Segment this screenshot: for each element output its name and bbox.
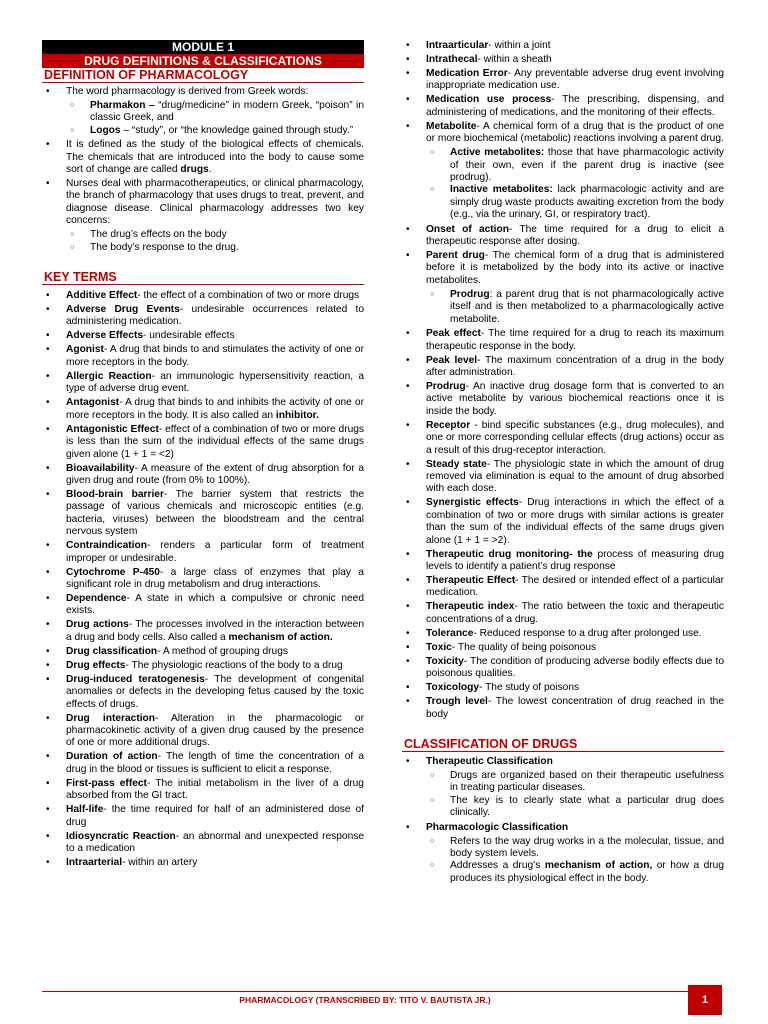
item-term: Antagonistic Effect xyxy=(66,423,159,435)
sub-list-item xyxy=(42,100,364,125)
item-text: - The quality of being poisonous xyxy=(451,641,597,653)
item-term: Dependence xyxy=(66,592,127,604)
item-term: Adverse Drug Events xyxy=(66,304,180,316)
item-term: Toxicology xyxy=(426,682,480,694)
item-text: – “study”, or “the knowledge gained through study.” xyxy=(120,124,354,136)
item-term: Contraindication xyxy=(66,540,147,552)
item-term: Trough level xyxy=(426,696,488,708)
item-text: lack pharmacologic activity and are simply drug waste products awaiting excretion from the body (e.g., via the urinary, GI, or respiratory tract). xyxy=(450,184,724,221)
item-text: - the time required for half of an administered dose of drug xyxy=(66,804,364,828)
item-text: - A chemical form of a drug that is the product of one or more biochemical (metabolic) reactions involving a parent drug. xyxy=(426,120,724,145)
item-text: - within a joint xyxy=(488,40,551,51)
item-text: - an immunologic hypersensitivity reaction, a type of adverse drug event. xyxy=(66,370,364,395)
item-text: - Any preventable adverse drug event involving inappropriate medication use. xyxy=(426,68,724,92)
item-text: “drug/medicine” in modern Greek, “poison” in classic Greek, and xyxy=(90,100,364,124)
item-term: mechanism of action, xyxy=(544,860,653,872)
item-text: - the effect of a combination of two or more drugs xyxy=(137,290,360,302)
item-term: Bioavailability xyxy=(66,462,135,474)
section-title-definition: DEFINITION OF PHARMACOLOGY xyxy=(42,68,364,83)
item-text: - An inactive drug dosage form that is converted to an active metabolite by various biochemical reactions once it is inside the body. xyxy=(426,380,724,417)
item-text: - The processes involved in the interaction between a drug and body cells. Also called a xyxy=(66,619,364,643)
item-text: It is defined as the study of the biological effects of chemicals. The chemicals that are introduced into the body to cause some sort of change are called xyxy=(66,139,364,176)
page-number: 1 xyxy=(688,985,722,1015)
item-text: - The time required for a drug to reach its maximum therapeutic response in the body. xyxy=(426,328,724,352)
item-text: - effect of a combination of two or more drugs is less than the sum of the individual effects of the same drugs given alone (1 + 1 = <2) xyxy=(66,423,365,460)
item-text: - The chemical form of a drug that is administered before it is metabolized by the body into its active or inactive metabolites. xyxy=(426,250,724,286)
key-term-item xyxy=(42,857,364,869)
item-text: - renders a particular form of treatment improper or undesirable. xyxy=(66,540,364,564)
key-term-item xyxy=(402,250,724,287)
item-text: - The length of time the concentration of a drug in the blood or tissues is sufficient to elicit a response. xyxy=(66,751,365,775)
item-term: inhibitor. xyxy=(275,409,319,421)
key-term-item xyxy=(42,619,364,644)
key-term-item xyxy=(42,713,364,750)
key-term-item xyxy=(402,420,724,457)
item-term: Intraarterial xyxy=(66,857,123,868)
key-term-item xyxy=(402,642,724,654)
item-text: - A state in which a compulsive or chronic need exists. xyxy=(66,592,364,617)
key-terms-list-right xyxy=(402,40,724,721)
item-term: Medication use process xyxy=(426,94,552,106)
item-term: Drug actions xyxy=(66,619,129,631)
item-term: Parent drug xyxy=(426,250,485,262)
key-term-item xyxy=(42,290,364,302)
item-text: - Reduced response to a drug after prolonged use. xyxy=(473,627,702,639)
item-text: - The condition of producing adverse bodily effects due to poisonous qualities. xyxy=(426,655,724,680)
item-text: - A method of grouping drugs xyxy=(157,645,288,657)
section-title-key-terms: KEY TERMS xyxy=(42,270,364,285)
item-term: Medication Error xyxy=(426,68,508,79)
item-term: Drug classification xyxy=(66,645,158,657)
key-term-item xyxy=(402,94,724,119)
item-text: - undesirable effects xyxy=(143,330,235,342)
key-term-item xyxy=(42,646,364,658)
item-text: - bind specific substances (e.g., drug molecules), and one or more corresponding cellular effects (drug actions) occur as a result of this drug-receptor interaction. xyxy=(426,419,724,456)
item-text: - The prescribing, dispensing, and administering of medications, and the monitoring of their effects. xyxy=(426,94,724,118)
sub-list-item xyxy=(402,147,724,184)
key-term-item xyxy=(402,328,724,353)
item-text: - A drug that binds to and stimulates the activity of one or more receptors in the body. xyxy=(66,344,364,368)
item-term: Toxicity xyxy=(426,655,464,667)
item-term: Idiosyncratic Reaction xyxy=(66,830,176,842)
item-text: . xyxy=(208,164,212,176)
sub-list-item: ○ The key is to clearly state what a particular drug does clinically. xyxy=(402,795,724,820)
item-term: First-pass effect xyxy=(66,777,147,789)
key-term-item xyxy=(402,459,724,496)
key-term-item xyxy=(42,397,364,422)
right-column xyxy=(402,40,724,885)
key-term-item xyxy=(402,381,724,418)
key-term-item xyxy=(402,497,724,547)
item-text: - The maximum concentration of a drug in the body after administration. xyxy=(426,354,724,378)
item-term: Toxic xyxy=(426,641,452,653)
item-text: those that have pharmacologic activity of their own, even if the parent drug is inactive (see prodrug). xyxy=(450,147,725,184)
key-term-item xyxy=(42,424,364,461)
key-term-item xyxy=(42,831,364,856)
item-term: Additive Effect xyxy=(66,290,138,302)
item-term: Prodrug xyxy=(426,380,466,392)
item-term: Onset of action xyxy=(426,223,509,235)
list-item xyxy=(42,178,364,228)
key-term-item xyxy=(402,68,724,93)
item-text: - The physiologic state in which the amount of drug removed via elimination is equal to the amount of drug absorbed with each dose. xyxy=(426,458,724,495)
item-term: mechanism of action. xyxy=(228,631,333,643)
list-item xyxy=(42,139,364,176)
item-text: - a large class of enzymes that play a significant role in drug metabolism and drug interactions. xyxy=(66,566,364,590)
key-term-item xyxy=(42,540,364,565)
footer-divider xyxy=(42,991,688,992)
item-term: Drug-induced teratogenesis xyxy=(66,673,205,685)
item-text: Nurses deal with pharmacotherapeutics, or clinical pharmacology, the branch of pharmacology that uses drugs to treat, prevent, and diagnose disease. Clinical pharmacology addresses two key concerns: xyxy=(66,178,364,227)
definition-list xyxy=(42,86,364,254)
key-term-item xyxy=(42,304,364,329)
key-term-item xyxy=(402,549,724,574)
item-term: Therapeutic drug monitoring- the xyxy=(426,548,593,560)
item-text: - The study of poisons xyxy=(479,682,580,694)
item-text: - A measure of the extent of drug absorption for a given drug and route (from 0% to 100%). xyxy=(66,462,364,486)
sub-list-item: ○ Refers to the way drug works in a the molecular, tissue, and body system levels. xyxy=(402,836,724,861)
item-text: - The desired or intended effect of a particular medication. xyxy=(426,574,724,599)
item-term: Metabolite xyxy=(426,120,477,132)
section-title-classification: CLASSIFICATION OF DRUGS xyxy=(402,737,724,752)
item-term: Prodrug xyxy=(450,288,490,300)
item-term: Adverse Effects xyxy=(66,330,144,342)
key-term-item xyxy=(42,567,364,592)
sub-list-item: ○ The body’s response to the drug. xyxy=(42,242,364,254)
key-term-item xyxy=(42,751,364,776)
item-term: Steady state xyxy=(426,458,487,470)
item-text: - within a sheath xyxy=(477,54,552,65)
item-term: Logos xyxy=(90,124,121,136)
item-term: Peak level xyxy=(426,354,478,366)
key-term-item xyxy=(402,601,724,626)
item-text: process of measuring drug levels to identify a patient’s drug response xyxy=(426,548,724,572)
item-term: Tolerance xyxy=(426,627,474,639)
item-term: Peak effect xyxy=(426,328,481,340)
item-text: - The ratio between the toxic and therapeutic concentrations of a drug. xyxy=(426,601,724,625)
item-term: Receptor xyxy=(426,419,471,431)
key-term-item xyxy=(42,778,364,803)
item-term: Allergic Reaction xyxy=(66,370,152,382)
item-term: Half-life xyxy=(66,804,104,816)
item-term: Cytochrome P-450 xyxy=(66,566,160,578)
item-term: Blood-brain barrier xyxy=(66,488,164,500)
key-term-item xyxy=(42,344,364,369)
key-term-item xyxy=(402,656,724,681)
sub-list-item xyxy=(402,860,724,885)
item-text: - The initial metabolism in the liver of a drug absorbed from the GI tract. xyxy=(66,777,364,802)
module-title-banner: DRUG DEFINITIONS & CLASSIFICATIONS xyxy=(42,54,364,68)
left-column xyxy=(42,40,364,871)
key-terms-list-left xyxy=(42,290,364,869)
item-term: Duration of action xyxy=(66,751,158,763)
item-text: - within an artery xyxy=(122,857,198,868)
item-text: - A drug that binds to and inhibits the activity of one or more receptors in the body. It is also called an xyxy=(66,397,364,421)
key-term-item xyxy=(42,660,364,672)
item-term: Agonist xyxy=(66,344,104,356)
key-term-item xyxy=(42,330,364,342)
item-term: Active metabolites: xyxy=(450,147,545,159)
sub-list-item xyxy=(402,184,724,221)
module-banner: MODULE 1 xyxy=(42,40,364,54)
item-text: The word pharmacology is derived from Greek words: xyxy=(66,86,309,97)
key-term-item xyxy=(402,40,724,52)
item-term: Drug interaction xyxy=(66,712,155,724)
key-term-item xyxy=(402,628,724,640)
item-term: Antagonist xyxy=(66,397,120,409)
key-term-item xyxy=(42,674,364,711)
page-footer xyxy=(0,991,768,1015)
item-term: Synergistic effects xyxy=(426,497,519,509)
item-text: - The development of congenital anomalies or defects in the developing fetus caused by the toxic effects of drugs. xyxy=(66,673,364,710)
key-term-item xyxy=(42,489,364,539)
classification-list xyxy=(402,756,724,885)
key-term-item xyxy=(402,54,724,66)
sub-list-item xyxy=(42,125,364,137)
item-text: - The barrier system that restricts the passage of various chemicals and microscopic entities (e.g. bacteria, viruses) between the bloodstream and the central nervous system xyxy=(66,488,364,538)
key-term-item xyxy=(42,804,364,829)
key-term-item xyxy=(402,696,724,721)
item-term: Intrathecal xyxy=(426,54,478,65)
item-term: Therapeutic Classification xyxy=(426,756,553,767)
key-term-item xyxy=(42,463,364,488)
item-term: Therapeutic Effect xyxy=(426,574,516,586)
item-text: - undesirable occurrences related to administering medication. xyxy=(66,304,364,328)
item-text: - The time required for a drug to elicit a therapeutic response after dosing. xyxy=(426,223,724,248)
item-term: Intraarticular xyxy=(426,40,489,51)
item-text: - Drug interactions in which the effect of a combination of two or more drugs with similar actions is greater than the sum of the individual effects of the same drugs given alone (1 + 1 = >2). xyxy=(426,497,725,546)
key-term-item xyxy=(402,121,724,146)
item-text: Addresses a drug’s xyxy=(450,860,545,872)
key-term-item xyxy=(402,682,724,694)
key-term-item xyxy=(42,593,364,618)
item-text: - The lowest concentration of drug reached in the body xyxy=(426,696,724,720)
sub-list-item xyxy=(402,289,724,326)
list-item xyxy=(402,756,724,768)
list-item xyxy=(42,86,364,98)
key-term-item xyxy=(402,575,724,600)
item-text: - Alteration in the pharmacologic or pharmacokinetic activity of a given drug caused by the presence of one or more additional drugs. xyxy=(66,712,364,749)
item-text: - The physiologic reactions of the body to a drug xyxy=(125,659,343,671)
key-term-item xyxy=(402,355,724,380)
item-text: or how a drug produces its physiological effect in the body. xyxy=(450,860,725,884)
item-term: Drug effects xyxy=(66,659,126,671)
item-term: Pharmakon – xyxy=(90,100,155,111)
item-term: Therapeutic index xyxy=(426,601,515,613)
footer-text: PHARMACOLOGY (TRANSCRIBED BY: TITO V. BAUTISTA JR.) xyxy=(239,995,491,1005)
list-item xyxy=(402,822,724,834)
item-term: drugs xyxy=(180,164,209,176)
item-text: : a parent drug that is not pharmacologically active itself and is then metabolized to a pharmacologically active metabolite. xyxy=(450,288,724,325)
key-term-item xyxy=(402,224,724,249)
item-text: - an abnormal and unexpected response to a medication xyxy=(66,830,364,854)
key-term-item xyxy=(42,371,364,396)
item-term: Inactive metabolites: xyxy=(450,184,553,196)
item-term: Pharmacologic Classification xyxy=(426,821,569,833)
sub-list-item: ○ The drug’s effects on the body xyxy=(42,229,364,241)
sub-list-item: ○ Drugs are organized based on their therapeutic usefulness in treating particular diseases. xyxy=(402,770,724,795)
